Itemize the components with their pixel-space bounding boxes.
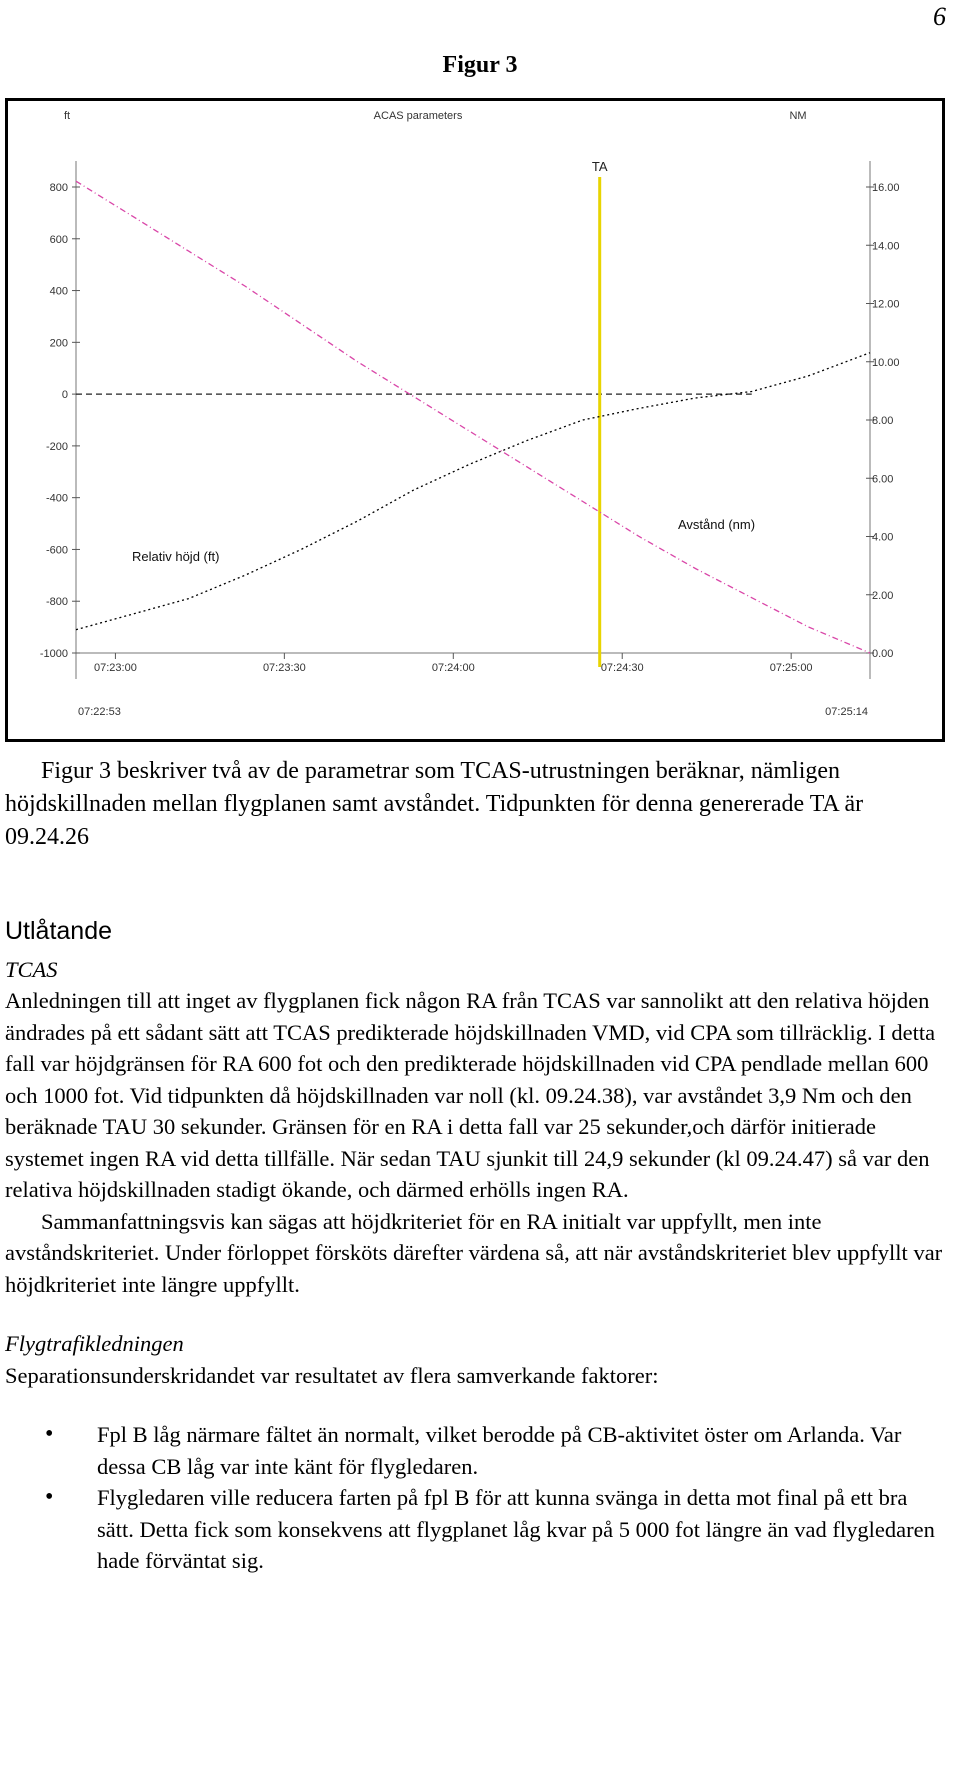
right-tick-label: 0.00 [872, 648, 894, 660]
right-tick-label: 12.00 [872, 298, 900, 311]
right-tick-label: 16.00 [872, 182, 900, 194]
right-tick-label: 10.00 [872, 356, 900, 369]
tcas-paragraph-2: Sammanfattningsvis kan sägas att höjdkriteriet för en RA initialt var uppfyllt, men inte avståndskriteriet. Under förloppet försköts därefter värdena så, att när avståndskriteriet blev uppfyllt var höjdkriteriet inte längre uppfyllt. [5, 1208, 943, 1297]
left-tick-label: -600 [45, 544, 68, 557]
x-end-label: 07:25:14 [825, 706, 868, 718]
series-label-relative-height: Relativ höjd (ft) [132, 549, 220, 564]
tcas-heading: TCAS [5, 956, 58, 982]
acas-chart [5, 98, 945, 742]
right-tick-label: 4.00 [872, 531, 894, 544]
x-tick-label: 07:23:00 [94, 662, 137, 674]
right-unit-label: NM [789, 110, 807, 122]
tcas-paragraph-1: Anledningen till att inget av flygplanen fick någon RA från TCAS var sannolikt att den relativa höjden ändrades på ett sådant sätt att TCAS predikterade höjdskillnaden VMD, vid CPA som tillräcklig. I detta fall var höjdgränsen för RA 600 fot och den predikterade höjdskillnaden vid CPA pendlade mellan 600 och 1000 fot. Vid tidpunkten då höjdskillnaden var noll (kl. 09.24.38), var avståndet 3,9 Nm och den beräknade TAU 30 sekunder. Gränsen för en RA i detta fall var 25 sekunder,och därför initierade systemet ingen RA vid detta tillfälle. När sedan TAU sjunkit till 24,9 sekunder (kl 09.24.47) så var den relativa höjdskillnaden stadigt ökande, och därmed erhölls ingen RA. [5, 988, 936, 1202]
right-tick-label: 14.00 [872, 240, 900, 253]
atc-heading: Flygtrafikledningen [5, 1331, 184, 1356]
left-tick-label: 200 [49, 337, 68, 350]
left-tick-label: -400 [45, 492, 68, 505]
right-tick-label: 6.00 [872, 473, 894, 486]
x-start-label: 07:22:53 [78, 706, 121, 718]
list-item: • Fpl B låg närmare fältet än normalt, vilket berodde på CB-aktivitet öster om Arlanda. Var dessa CB låg var inte känt för flygledaren. [5, 1419, 947, 1482]
left-tick-label: 0 [61, 389, 68, 402]
series-label-distance: Avstånd (nm) [678, 517, 756, 532]
left-tick-label: -200 [45, 440, 68, 453]
page-number: 6 [933, 2, 946, 31]
series-line [76, 181, 870, 653]
ta-marker-label: TA [591, 159, 608, 174]
left-tick-label: -1000 [39, 648, 68, 660]
list-item: • Flygledaren ville reducera farten på fpl B för att kunna svänga in detta mot final på ett bra sätt. Detta fick som konsekvens att flygplanet låg kvar på 5 000 fot längre än vad flygledaren hade förväntat sig. [5, 1482, 947, 1577]
chart-title: ACAS parameters [373, 110, 463, 122]
left-tick-label: 400 [49, 285, 68, 298]
acas-chart-svg [8, 101, 942, 739]
figure-title: Figur 3 [442, 52, 518, 78]
x-tick-label: 07:25:00 [769, 662, 813, 674]
x-tick-label: 07:24:00 [431, 662, 475, 674]
caption-text: Figur 3 beskriver två av de parametrar som TCAS-utrustningen beräknar, nämligen höjdskillnaden mellan flygplanen samt avståndet. Tidpunkten för denna genererade TA är 09.24.26 [5, 758, 864, 850]
left-unit-label: ft [64, 110, 71, 122]
section-heading: Utlåtande [5, 917, 113, 945]
x-tick-label: 07:24:30 [600, 662, 644, 674]
left-tick-label: -800 [45, 596, 68, 609]
x-tick-label: 07:23:30 [262, 662, 306, 674]
document-body [5, 916, 947, 1577]
figure-caption [5, 755, 945, 854]
left-tick-label: 800 [49, 182, 68, 194]
factor-list [5, 1419, 947, 1577]
right-tick-label: 8.00 [872, 415, 894, 427]
right-tick-label: 2.00 [872, 589, 894, 602]
left-tick-label: 600 [49, 233, 68, 246]
atc-intro: Separationsunderskridandet var resultatet av flera samverkande faktorer: [5, 1362, 659, 1388]
